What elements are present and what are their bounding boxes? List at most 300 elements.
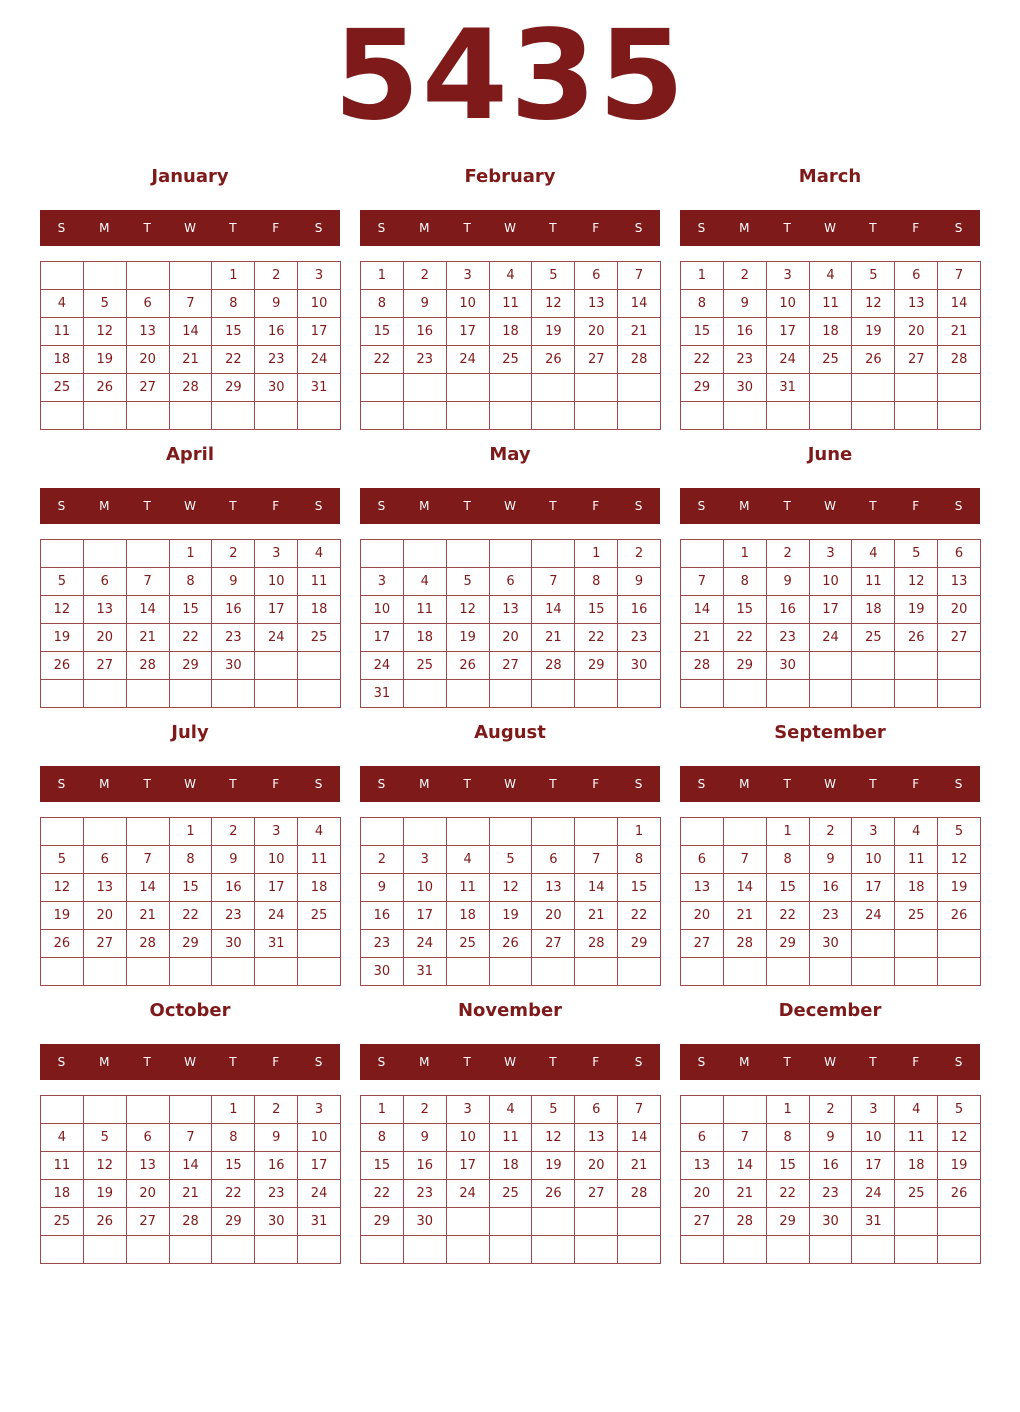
day-cell: 5: [938, 1096, 981, 1124]
empty-cell: [724, 818, 767, 846]
day-cell: 25: [41, 1208, 84, 1236]
weekday-label: M: [739, 221, 750, 235]
day-cell: 17: [810, 596, 853, 624]
empty-cell: [895, 930, 938, 958]
day-cell: 29: [170, 930, 213, 958]
month-name: June: [807, 444, 853, 465]
day-cell: 24: [298, 346, 341, 374]
month-march: [680, 162, 980, 432]
day-cell: 12: [490, 874, 533, 902]
month-april: [40, 440, 340, 710]
day-cell: 23: [404, 1180, 447, 1208]
day-cell: 13: [127, 318, 170, 346]
day-cell: 25: [852, 624, 895, 652]
day-cell: 2: [255, 1096, 298, 1124]
weekday-label: T: [463, 1055, 471, 1069]
day-cell: 21: [170, 1180, 213, 1208]
day-cell: 6: [681, 1124, 724, 1152]
day-cell: 11: [810, 290, 853, 318]
empty-cell: [681, 402, 724, 430]
empty-cell: [938, 930, 981, 958]
day-cell: 22: [361, 1180, 404, 1208]
day-cell: 21: [170, 346, 213, 374]
day-cell: 20: [127, 1180, 170, 1208]
day-grid: [680, 539, 981, 708]
day-cell: 7: [127, 568, 170, 596]
day-cell: 30: [810, 930, 853, 958]
day-cell: 8: [724, 568, 767, 596]
empty-cell: [938, 1208, 981, 1236]
day-cell: 30: [404, 1208, 447, 1236]
day-cell: 26: [938, 1180, 981, 1208]
empty-cell: [575, 374, 618, 402]
day-cell: 9: [404, 1124, 447, 1152]
day-cell: 18: [810, 318, 853, 346]
empty-cell: [255, 958, 298, 986]
weekday-label: F: [272, 499, 280, 513]
day-cell: 15: [170, 874, 213, 902]
day-cell: 17: [852, 1152, 895, 1180]
weekday-label: S: [314, 1055, 323, 1069]
month-name: January: [151, 166, 229, 187]
day-cell: 26: [447, 652, 490, 680]
day-cell: 5: [84, 290, 127, 318]
day-cell: 19: [41, 902, 84, 930]
day-cell: 3: [447, 1096, 490, 1124]
day-cell: 9: [618, 568, 661, 596]
empty-cell: [767, 680, 810, 708]
day-cell: 8: [767, 846, 810, 874]
day-cell: 23: [810, 1180, 853, 1208]
empty-cell: [298, 930, 341, 958]
empty-cell: [255, 402, 298, 430]
empty-cell: [575, 1236, 618, 1264]
empty-cell: [532, 540, 575, 568]
day-cell: 27: [84, 652, 127, 680]
weekday-label: W: [504, 1055, 516, 1069]
day-cell: 18: [404, 624, 447, 652]
day-grid: [40, 261, 341, 430]
empty-cell: [447, 1236, 490, 1264]
empty-cell: [127, 262, 170, 290]
weekday-label: S: [57, 1055, 66, 1069]
weekday-label: T: [143, 1055, 151, 1069]
weekday-label: T: [869, 777, 877, 791]
day-cell: 24: [767, 346, 810, 374]
day-cell: 10: [298, 1124, 341, 1152]
empty-cell: [810, 958, 853, 986]
empty-cell: [618, 402, 661, 430]
empty-cell: [575, 818, 618, 846]
day-cell: 20: [532, 902, 575, 930]
day-cell: 21: [532, 624, 575, 652]
empty-cell: [298, 680, 341, 708]
day-cell: 18: [895, 1152, 938, 1180]
weekday-label: T: [549, 221, 557, 235]
day-cell: 30: [618, 652, 661, 680]
empty-cell: [532, 680, 575, 708]
empty-cell: [575, 680, 618, 708]
day-cell: 12: [41, 874, 84, 902]
empty-cell: [724, 1096, 767, 1124]
day-cell: 20: [84, 624, 127, 652]
weekday-label: S: [697, 221, 706, 235]
day-cell: 17: [447, 318, 490, 346]
day-cell: 13: [490, 596, 533, 624]
weekday-label: T: [783, 1055, 791, 1069]
day-cell: 23: [212, 624, 255, 652]
day-cell: 12: [532, 1124, 575, 1152]
empty-cell: [810, 1236, 853, 1264]
day-cell: 12: [895, 568, 938, 596]
day-cell: 25: [490, 1180, 533, 1208]
day-cell: 6: [895, 262, 938, 290]
day-cell: 30: [255, 1208, 298, 1236]
day-cell: 10: [852, 1124, 895, 1152]
weekday-label: T: [549, 499, 557, 513]
day-cell: 6: [490, 568, 533, 596]
day-cell: 17: [298, 1152, 341, 1180]
day-cell: 13: [84, 596, 127, 624]
empty-cell: [810, 374, 853, 402]
empty-cell: [490, 680, 533, 708]
day-cell: 22: [767, 902, 810, 930]
empty-cell: [724, 1236, 767, 1264]
day-cell: 2: [212, 818, 255, 846]
weekday-label: W: [824, 777, 836, 791]
weekday-label: T: [463, 221, 471, 235]
day-cell: 18: [298, 596, 341, 624]
day-cell: 19: [895, 596, 938, 624]
day-cell: 31: [852, 1208, 895, 1236]
empty-cell: [447, 402, 490, 430]
month-name: March: [798, 166, 862, 187]
day-cell: 29: [767, 930, 810, 958]
empty-cell: [490, 818, 533, 846]
day-cell: 22: [212, 1180, 255, 1208]
empty-cell: [298, 402, 341, 430]
day-cell: 19: [938, 874, 981, 902]
day-cell: 24: [255, 624, 298, 652]
empty-cell: [127, 1096, 170, 1124]
day-cell: 11: [490, 290, 533, 318]
weekday-label: M: [99, 499, 110, 513]
day-cell: 25: [41, 374, 84, 402]
day-cell: 9: [810, 1124, 853, 1152]
empty-cell: [895, 1208, 938, 1236]
day-cell: 22: [724, 624, 767, 652]
day-cell: 9: [810, 846, 853, 874]
weekday-header: [680, 766, 980, 802]
day-cell: 12: [938, 1124, 981, 1152]
empty-cell: [84, 402, 127, 430]
empty-cell: [618, 1236, 661, 1264]
weekday-header: [360, 210, 660, 246]
weekday-label: T: [869, 1055, 877, 1069]
day-cell: 25: [298, 902, 341, 930]
day-cell: 30: [810, 1208, 853, 1236]
day-cell: 12: [84, 1152, 127, 1180]
empty-cell: [938, 652, 981, 680]
empty-cell: [41, 262, 84, 290]
day-cell: 28: [938, 346, 981, 374]
day-cell: 8: [361, 290, 404, 318]
day-cell: 9: [255, 1124, 298, 1152]
weekday-header: [360, 488, 660, 524]
day-cell: 15: [361, 1152, 404, 1180]
day-cell: 14: [170, 1152, 213, 1180]
day-cell: 3: [255, 818, 298, 846]
day-cell: 3: [852, 1096, 895, 1124]
day-cell: 13: [84, 874, 127, 902]
day-cell: 5: [852, 262, 895, 290]
empty-cell: [575, 402, 618, 430]
weekday-label: S: [377, 221, 386, 235]
day-cell: 5: [490, 846, 533, 874]
weekday-label: F: [592, 499, 600, 513]
weekday-label: W: [184, 1055, 196, 1069]
empty-cell: [84, 1096, 127, 1124]
day-cell: 31: [298, 374, 341, 402]
day-cell: 21: [618, 318, 661, 346]
day-cell: 23: [618, 624, 661, 652]
weekday-label: T: [783, 221, 791, 235]
day-cell: 19: [490, 902, 533, 930]
day-cell: 3: [767, 262, 810, 290]
weekday-label: W: [184, 777, 196, 791]
empty-cell: [361, 540, 404, 568]
empty-cell: [41, 1236, 84, 1264]
empty-cell: [298, 1236, 341, 1264]
day-cell: 8: [170, 568, 213, 596]
weekday-label: T: [229, 499, 237, 513]
day-cell: 20: [490, 624, 533, 652]
day-cell: 22: [767, 1180, 810, 1208]
day-cell: 27: [938, 624, 981, 652]
empty-cell: [170, 680, 213, 708]
day-cell: 3: [810, 540, 853, 568]
day-cell: 27: [681, 930, 724, 958]
day-cell: 29: [212, 374, 255, 402]
empty-cell: [895, 402, 938, 430]
weekday-label: S: [57, 221, 66, 235]
day-cell: 20: [895, 318, 938, 346]
day-grid: [40, 539, 341, 708]
day-cell: 9: [212, 846, 255, 874]
day-cell: 26: [41, 930, 84, 958]
weekday-label: M: [419, 1055, 430, 1069]
day-cell: 15: [767, 1152, 810, 1180]
weekday-label: M: [99, 777, 110, 791]
empty-cell: [490, 958, 533, 986]
day-cell: 30: [212, 930, 255, 958]
weekday-label: W: [824, 1055, 836, 1069]
day-cell: 10: [767, 290, 810, 318]
day-cell: 16: [212, 874, 255, 902]
empty-cell: [575, 958, 618, 986]
day-cell: 2: [724, 262, 767, 290]
month-september: [680, 718, 980, 988]
day-cell: 2: [767, 540, 810, 568]
day-cell: 5: [895, 540, 938, 568]
day-cell: 27: [84, 930, 127, 958]
day-cell: 18: [852, 596, 895, 624]
day-cell: 14: [127, 874, 170, 902]
day-cell: 8: [681, 290, 724, 318]
empty-cell: [767, 402, 810, 430]
day-cell: 24: [404, 930, 447, 958]
day-cell: 4: [810, 262, 853, 290]
empty-cell: [852, 1236, 895, 1264]
day-cell: 11: [895, 846, 938, 874]
day-cell: 7: [127, 846, 170, 874]
day-cell: 20: [575, 1152, 618, 1180]
empty-cell: [532, 402, 575, 430]
day-cell: 28: [618, 1180, 661, 1208]
weekday-label: F: [912, 1055, 920, 1069]
day-cell: 24: [447, 346, 490, 374]
day-cell: 8: [170, 846, 213, 874]
empty-cell: [724, 680, 767, 708]
day-cell: 27: [127, 1208, 170, 1236]
empty-cell: [938, 680, 981, 708]
day-cell: 7: [575, 846, 618, 874]
day-cell: 2: [618, 540, 661, 568]
empty-cell: [852, 652, 895, 680]
day-cell: 7: [724, 846, 767, 874]
day-cell: 26: [84, 1208, 127, 1236]
day-cell: 10: [447, 1124, 490, 1152]
day-cell: 3: [404, 846, 447, 874]
weekday-label: F: [912, 221, 920, 235]
day-cell: 25: [895, 902, 938, 930]
weekday-label: S: [954, 777, 963, 791]
day-cell: 17: [361, 624, 404, 652]
day-cell: 19: [41, 624, 84, 652]
weekday-label: F: [272, 1055, 280, 1069]
day-cell: 1: [681, 262, 724, 290]
weekday-label: F: [592, 777, 600, 791]
day-cell: 1: [618, 818, 661, 846]
day-cell: 24: [361, 652, 404, 680]
weekday-label: F: [592, 1055, 600, 1069]
day-cell: 14: [618, 1124, 661, 1152]
day-grid: [360, 539, 661, 708]
day-grid: [360, 817, 661, 986]
day-cell: 2: [404, 262, 447, 290]
day-cell: 24: [852, 902, 895, 930]
day-cell: 29: [575, 652, 618, 680]
day-cell: 10: [298, 290, 341, 318]
day-cell: 27: [681, 1208, 724, 1236]
day-cell: 18: [490, 318, 533, 346]
day-cell: 29: [724, 652, 767, 680]
empty-cell: [852, 680, 895, 708]
empty-cell: [212, 958, 255, 986]
day-cell: 24: [852, 1180, 895, 1208]
empty-cell: [532, 1236, 575, 1264]
day-cell: 10: [255, 568, 298, 596]
empty-cell: [41, 680, 84, 708]
day-cell: 29: [170, 652, 213, 680]
day-cell: 8: [575, 568, 618, 596]
day-cell: 10: [255, 846, 298, 874]
empty-cell: [84, 680, 127, 708]
day-cell: 16: [810, 874, 853, 902]
day-cell: 13: [681, 1152, 724, 1180]
day-grid: [680, 261, 981, 430]
empty-cell: [255, 680, 298, 708]
empty-cell: [127, 540, 170, 568]
weekday-label: T: [869, 499, 877, 513]
day-cell: 22: [681, 346, 724, 374]
empty-cell: [618, 680, 661, 708]
empty-cell: [618, 374, 661, 402]
weekday-label: F: [272, 221, 280, 235]
empty-cell: [84, 1236, 127, 1264]
empty-cell: [361, 1236, 404, 1264]
month-february: [360, 162, 660, 432]
day-cell: 18: [490, 1152, 533, 1180]
empty-cell: [938, 402, 981, 430]
year-title: 5435: [333, 4, 687, 148]
day-cell: 3: [298, 1096, 341, 1124]
day-cell: 16: [618, 596, 661, 624]
day-cell: 11: [41, 318, 84, 346]
month-name: December: [778, 1000, 882, 1021]
day-cell: 8: [212, 290, 255, 318]
empty-cell: [532, 374, 575, 402]
day-cell: 16: [404, 318, 447, 346]
weekday-label: S: [634, 221, 643, 235]
empty-cell: [681, 1236, 724, 1264]
day-cell: 13: [127, 1152, 170, 1180]
day-cell: 15: [724, 596, 767, 624]
day-cell: 13: [575, 290, 618, 318]
empty-cell: [127, 958, 170, 986]
empty-cell: [895, 374, 938, 402]
day-cell: 29: [618, 930, 661, 958]
day-cell: 1: [767, 1096, 810, 1124]
weekday-label: F: [912, 499, 920, 513]
day-cell: 14: [127, 596, 170, 624]
day-cell: 26: [532, 1180, 575, 1208]
day-cell: 4: [895, 818, 938, 846]
month-august: [360, 718, 660, 988]
weekday-label: S: [314, 221, 323, 235]
empty-cell: [170, 1236, 213, 1264]
day-cell: 2: [255, 262, 298, 290]
day-cell: 8: [767, 1124, 810, 1152]
day-cell: 1: [575, 540, 618, 568]
day-cell: 11: [298, 846, 341, 874]
day-cell: 9: [724, 290, 767, 318]
day-cell: 11: [404, 596, 447, 624]
day-cell: 28: [532, 652, 575, 680]
day-cell: 24: [810, 624, 853, 652]
day-cell: 12: [532, 290, 575, 318]
weekday-header: [680, 1044, 980, 1080]
day-cell: 10: [361, 596, 404, 624]
weekday-label: S: [314, 777, 323, 791]
empty-cell: [490, 1208, 533, 1236]
weekday-label: W: [184, 221, 196, 235]
weekday-label: T: [143, 777, 151, 791]
weekday-header: [360, 766, 660, 802]
weekday-label: T: [143, 499, 151, 513]
weekday-label: S: [57, 499, 66, 513]
day-cell: 13: [575, 1124, 618, 1152]
